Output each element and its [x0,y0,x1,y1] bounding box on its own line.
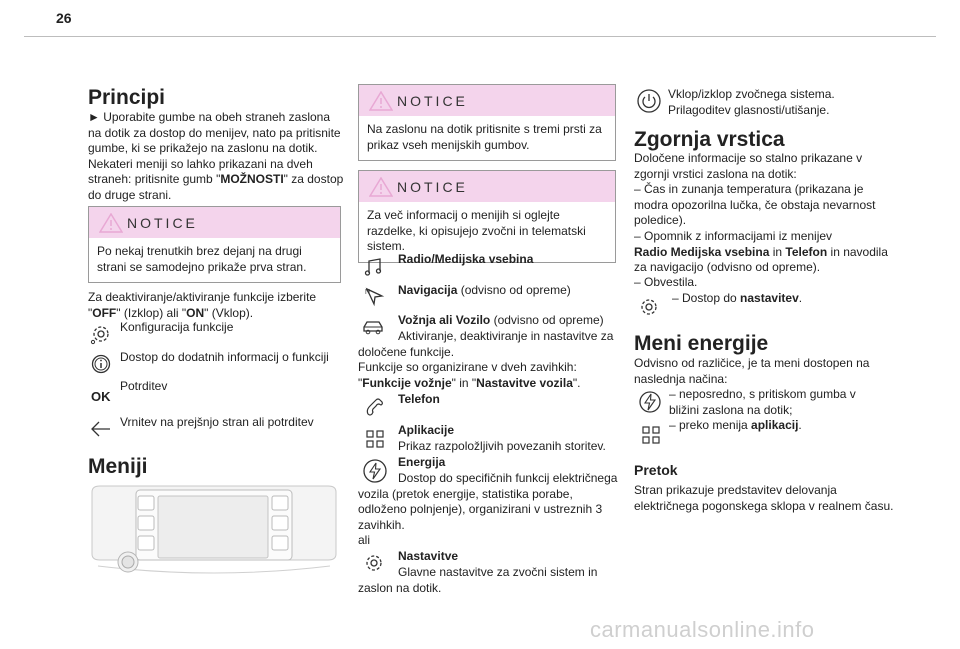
head-unit-image [88,484,340,580]
top-bar-text: Določene informacije so stalno prikazane v zgornji vrstici zaslona na dotik: [634,151,863,181]
principi-heading: Principi [88,86,166,109]
page-number: 26 [56,10,72,26]
back-arrow-icon [90,418,112,440]
settings-shortcut-icon [638,296,660,318]
notice-box-middle-1 [358,84,616,161]
energy-menu-heading: Meni energije [634,332,769,355]
apps-grid-icon [640,424,662,446]
deactivate-text: Za deaktiviranje/aktiviranje funkcije izberite "OFF" (Izklop) ali "ON" (Vklop). [88,290,317,320]
info-icon [90,353,112,375]
apps-grid-icon [364,428,386,450]
energy-text: Dostop do specifičnih funkcij električnega vozila (pretok energije, statistika porabe, odloženo polnjenje), organizirani v ustreznih 3 zavihkih. [358,471,618,532]
warning-icon [99,213,123,233]
energy-bullet-1: – neposredno, s pritiskom gumba v bližini zaslona na dotik; [669,387,856,417]
top-bar-bullet-4: – Dostop do nastavitev. [672,291,803,305]
warning-icon [369,177,393,197]
header-rule [24,36,936,37]
energy-menu-text: Odvisno od različice, je ta meni dostopen na naslednja načina: [634,356,870,386]
notice-box-middle-2 [358,170,616,263]
meniji-heading: Meniji [88,455,148,478]
or-text: ali [358,533,371,547]
notice-title: NOTICE [397,93,468,109]
phone-title: Telefon [398,392,440,406]
music-note-icon [363,256,385,278]
flow-heading: Pretok [634,462,678,478]
gear-icon [90,323,112,345]
notice-text: Na zaslonu na dotik pritisnite s tremi prsti za prikaz vseh menijskih gumbov. [367,122,602,152]
item-config: Konfiguracija funkcije [120,320,234,334]
notice-title: NOTICE [127,215,198,231]
phone-icon [364,396,386,418]
apps-title: Aplikacije [398,423,455,437]
drive-tabs: Funkcije so organizirane v dveh zavihkih: "Funkcije vožnje" in "Nastavitve vozila". [358,360,581,390]
energy-icon [638,390,662,414]
flow-text: Stran prikazuje predstavitev delovanja električnega pogonskega sklopa v realnem času. [634,483,894,513]
top-bar-bullet-3: – Obvestila. [634,275,698,289]
footer-watermark: carmanualsonline.info [590,617,815,642]
notice-title: NOTICE [397,179,468,195]
item-confirm: Potrditev [120,379,168,393]
notice-box-left [88,206,341,283]
radio-media-title: Radio/Medijska vsebina [398,252,534,266]
settings-text: Glavne nastavitve za zvočni sistem in zaslon na dotik. [358,565,598,595]
item-info: Dostop do dodatnih informacij o funkciji [120,350,329,364]
power-icon [636,88,662,114]
top-bar-bullet-2: – Opomnik z informacijami iz menijev Radio Medijska vsebina in Telefon in navodila za navigacijo (odvisno od opreme). [634,229,888,275]
warning-icon [369,91,393,111]
notice-text: Po nekaj trenutkih brez dejanj na drugi strani se samodejno prikaže prva stran. [97,244,307,274]
ok-icon: OK [91,389,111,404]
drive-description: Aktiviranje, deaktiviranje in nastavitve za določene funkcije. [358,329,614,359]
notice-text: Za več informacij o menijih si oglejte razdelke, ki opisujejo zvočni in telematski sistem. [367,208,586,254]
drive-title-row: Vožnja ali Vozilo (odvisno od opreme) [398,313,604,327]
principi-intro: ► Uporabite gumbe na obeh straneh zaslona na dotik za dostop do menijev, nato pa pritisnite gumbe, ki se prikažejo na zaslonu na dotik. Nekateri meniji so lahko prikazani na dveh straneh: pritisnite gumb "MOŽNOSTI" za dostop do druge strani. [88,110,344,202]
settings-title: Nastavitve [398,549,459,563]
svg-text:N: N [365,289,371,296]
apps-text: Prikaz razpoložljivih povezanih storitev. [398,439,606,453]
navigation-row: Navigacija (odvisno od opreme) [398,283,571,297]
power-text: Vklop/izklop zvočnega sistema. Prilagoditev glasnosti/utišanje. [668,87,835,117]
energy-bullet-2: – preko menija aplikacij. [669,418,802,432]
top-bar-bullet-1: – Čas in zunanja temperatura (prikazana je modra opozorilna lučka, če obstaja nevarnost poledice). [634,182,876,228]
item-back: Vrnitev na prejšnjo stran ali potrditev [120,415,314,429]
top-bar-heading: Zgornja vrstica [634,128,785,151]
energy-title: Energija [398,455,446,469]
navigation-icon [363,286,385,308]
